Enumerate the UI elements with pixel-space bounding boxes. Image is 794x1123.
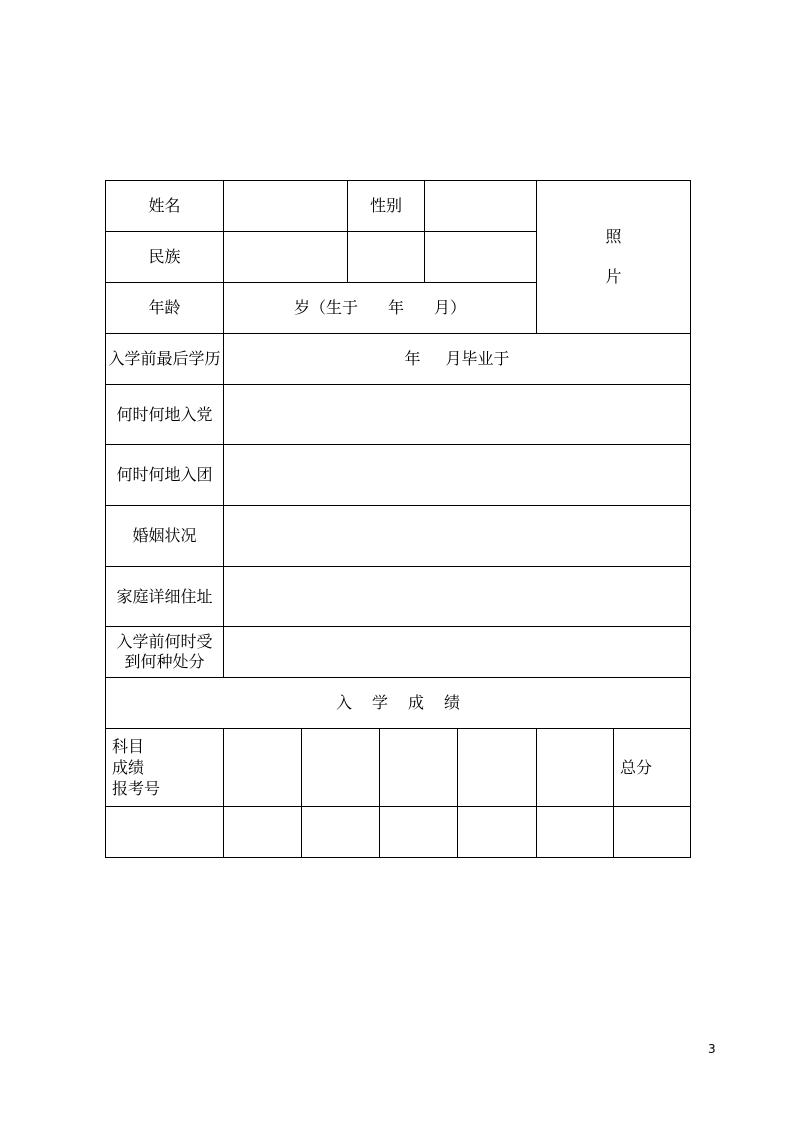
row-prior-education [106, 334, 691, 385]
blank-cell[interactable] [348, 232, 425, 283]
age-years-text: 岁（生于 [293, 298, 358, 317]
subject-label: 科目 [112, 737, 145, 756]
ethnicity-label: 民族 [106, 232, 224, 283]
title-char: 学 [372, 693, 389, 712]
prior-education-label: 入学前最后学历 [106, 334, 224, 385]
row-party [106, 385, 691, 445]
graduation-month-text: 月毕业于 [445, 349, 510, 368]
photo-cell[interactable] [537, 181, 691, 334]
blank-cell[interactable] [425, 232, 537, 283]
punishment-label-line2: 到何种处分 [124, 652, 205, 671]
punishment-value-cell[interactable] [224, 627, 691, 678]
league-label: 何时何地入团 [106, 445, 224, 506]
score-value-cell[interactable] [302, 807, 380, 858]
title-char: 绩 [444, 693, 461, 712]
address-label: 家庭详细住址 [106, 567, 224, 627]
score-value-cell[interactable] [380, 807, 458, 858]
address-value-cell[interactable] [224, 567, 691, 627]
age-value-cell[interactable] [224, 283, 537, 334]
page-number: 3 [708, 1042, 716, 1056]
row-scores-title [106, 678, 691, 729]
row-name-gender [106, 181, 691, 232]
score-label: 成绩 [112, 758, 145, 777]
league-value-cell[interactable] [224, 445, 691, 506]
row-scores-values [106, 807, 691, 858]
name-value-cell[interactable] [224, 181, 348, 232]
exam-number-label: 报考号 [112, 779, 161, 798]
subject-header-cell[interactable] [537, 729, 614, 807]
row-punishment [106, 627, 691, 678]
marriage-label: 婚姻状况 [106, 506, 224, 567]
scores-section-title [106, 678, 691, 729]
gender-label: 性别 [348, 181, 425, 232]
row-address [106, 567, 691, 627]
score-value-cell[interactable] [537, 807, 614, 858]
subject-header-cell[interactable] [380, 729, 458, 807]
party-value-cell[interactable] [224, 385, 691, 445]
score-value-cell[interactable] [458, 807, 537, 858]
photo-label-line2: 片 [605, 267, 622, 286]
graduation-year-text: 年 [404, 349, 421, 368]
photo-label-line1: 照 [605, 227, 622, 246]
row-marriage [106, 506, 691, 567]
subject-header-cell[interactable] [458, 729, 537, 807]
gender-value-cell[interactable] [425, 181, 537, 232]
party-label: 何时何地入党 [106, 385, 224, 445]
prior-education-value-cell[interactable] [224, 334, 691, 385]
scores-corner-header [106, 729, 224, 807]
exam-number-value-cell[interactable] [106, 807, 224, 858]
ethnicity-value-cell[interactable] [224, 232, 348, 283]
marriage-value-cell[interactable] [224, 506, 691, 567]
name-label: 姓名 [106, 181, 224, 232]
age-label: 年龄 [106, 283, 224, 334]
age-birth-month-text: 月） [434, 298, 467, 317]
row-league [106, 445, 691, 506]
punishment-label-line1: 入学前何时受 [116, 632, 213, 651]
punishment-label [106, 627, 224, 678]
age-birth-year-text: 年 [388, 298, 405, 317]
enrollment-form-table [105, 180, 691, 858]
row-scores-header [106, 729, 691, 807]
subject-header-cell[interactable] [302, 729, 380, 807]
score-value-cell[interactable] [224, 807, 302, 858]
subject-header-cell[interactable] [224, 729, 302, 807]
title-char: 成 [408, 693, 425, 712]
total-score-label: 总分 [614, 729, 691, 807]
total-score-value-cell[interactable] [614, 807, 691, 858]
title-char: 入 [335, 693, 352, 712]
